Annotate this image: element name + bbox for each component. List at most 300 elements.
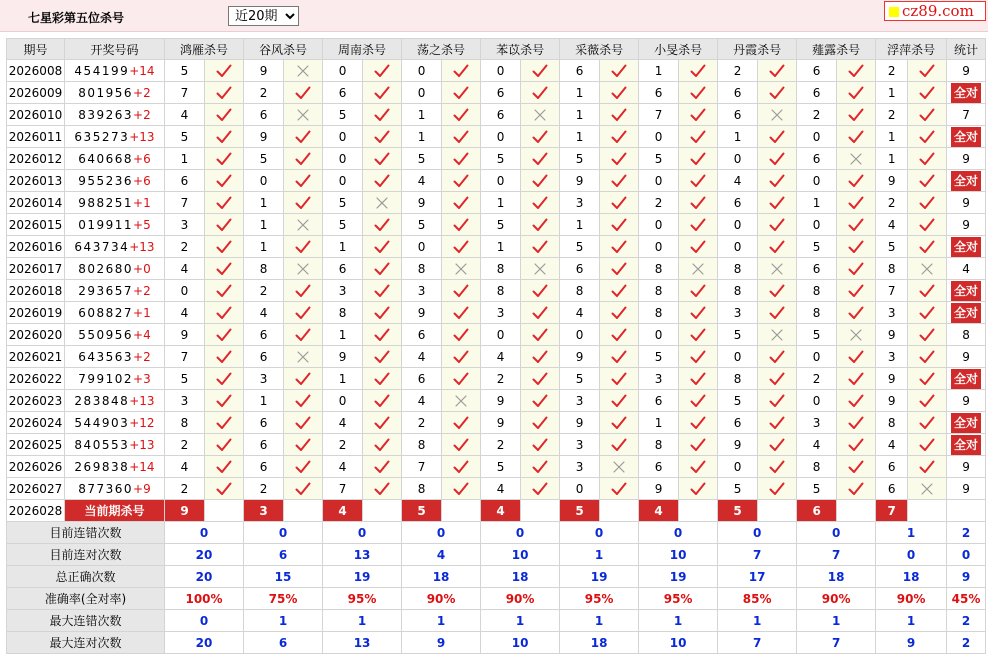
check-icon: [837, 64, 875, 78]
result-mark-cell: [679, 258, 718, 280]
result-mark-cell: [758, 346, 797, 368]
check-icon: [205, 372, 243, 386]
result-mark-cell: [363, 412, 402, 434]
result-mark-cell: [521, 82, 560, 104]
check-icon: [363, 86, 401, 100]
kill-value-cell: 6: [323, 82, 363, 104]
result-mark-cell: [758, 148, 797, 170]
result-mark-cell: [363, 170, 402, 192]
check-icon: [837, 240, 875, 254]
result-mark-cell: [679, 60, 718, 82]
stats-value: 10: [481, 544, 560, 566]
kill-value-cell: 9: [876, 170, 908, 192]
result-mark-cell: [521, 192, 560, 214]
kill-value-cell: 5: [165, 60, 205, 82]
check-icon: [284, 328, 322, 342]
stats-value: 90%: [797, 588, 876, 610]
result-mark-cell: [205, 478, 244, 500]
kill-value-cell: 5: [402, 148, 442, 170]
kill-value-cell: 4: [876, 434, 908, 456]
check-icon: [837, 460, 875, 474]
result-mark-cell: [758, 60, 797, 82]
result-mark-cell: [521, 302, 560, 324]
all-correct-badge: 全对: [951, 435, 981, 455]
table-row: [7, 82, 986, 104]
result-mark-cell: [205, 258, 244, 280]
kill-value-cell: 6: [244, 346, 284, 368]
check-icon: [284, 196, 322, 210]
winning-number-cell: [65, 170, 165, 192]
check-icon: [363, 240, 401, 254]
kill-value-cell: 3: [560, 192, 600, 214]
empty-cell: [679, 500, 718, 522]
period-cell: 2026008: [7, 60, 65, 82]
check-icon: [908, 64, 946, 78]
winning-number-cell: [65, 236, 165, 258]
winning-digits: 877360: [78, 481, 134, 496]
period-select[interactable]: [228, 6, 299, 26]
kill-value-cell: 8: [323, 302, 363, 324]
check-icon: [908, 108, 946, 122]
kill-value-cell: 6: [639, 456, 679, 478]
winning-digits: 019911: [78, 217, 134, 232]
result-mark-cell: [442, 148, 481, 170]
check-icon: [679, 394, 717, 408]
kill-value-cell: 5: [797, 236, 837, 258]
check-icon: [679, 372, 717, 386]
kill-value-cell: 3: [718, 302, 758, 324]
check-icon: [363, 284, 401, 298]
result-mark-cell: [521, 456, 560, 478]
bonus-number: +14: [129, 63, 155, 78]
check-icon: [600, 196, 638, 210]
winning-digits: 640668: [78, 151, 134, 166]
result-mark-cell: [758, 104, 797, 126]
kill-value-cell: 0: [323, 390, 363, 412]
check-icon: [600, 108, 638, 122]
stats-value: 0: [323, 522, 402, 544]
result-mark-cell: [284, 434, 323, 456]
result-mark-cell: [758, 456, 797, 478]
check-icon: [363, 438, 401, 452]
result-mark-cell: [908, 368, 947, 390]
kill-value-cell: 7: [323, 478, 363, 500]
kill-value-cell: 8: [639, 258, 679, 280]
check-icon: [363, 130, 401, 144]
result-mark-cell: [837, 170, 876, 192]
kill-value-cell: 0: [481, 170, 521, 192]
stats-value: 75%: [244, 588, 323, 610]
result-mark-cell: [600, 302, 639, 324]
check-icon: [442, 306, 480, 320]
kill-value-cell: 6: [244, 412, 284, 434]
period-cell: 2026019: [7, 302, 65, 324]
stats-value: 7: [797, 632, 876, 654]
result-mark-cell: [284, 346, 323, 368]
kill-value-cell: 8: [165, 412, 205, 434]
winning-number-cell: [65, 214, 165, 236]
cross-icon: [521, 263, 559, 275]
stats-value: 1: [402, 610, 481, 632]
result-mark-cell: [837, 214, 876, 236]
result-mark-cell: [837, 60, 876, 82]
result-mark-cell: [521, 104, 560, 126]
check-icon: [205, 174, 243, 188]
check-icon: [758, 240, 796, 254]
check-icon: [284, 86, 322, 100]
kill-value-cell: 1: [639, 412, 679, 434]
kill-value-cell: 6: [876, 456, 908, 478]
kill-value-cell: 8: [718, 368, 758, 390]
result-mark-cell: [600, 478, 639, 500]
cross-icon: [600, 461, 638, 473]
stats-value: 18: [876, 566, 947, 588]
stats-row: [7, 632, 986, 654]
result-mark-cell: [837, 456, 876, 478]
check-icon: [363, 372, 401, 386]
check-icon: [205, 262, 243, 276]
kill-value-cell: 0: [639, 126, 679, 148]
check-icon: [758, 174, 796, 188]
check-icon: [758, 64, 796, 78]
kill-value-cell: 2: [639, 192, 679, 214]
kill-value-cell: 6: [402, 324, 442, 346]
kill-value-cell: 7: [876, 280, 908, 302]
result-mark-cell: [758, 412, 797, 434]
check-icon: [837, 482, 875, 496]
stats-label: 准确率(全对率): [7, 588, 165, 610]
kill-value-cell: 9: [718, 434, 758, 456]
table-row: [7, 104, 986, 126]
result-mark-cell: [363, 192, 402, 214]
kill-value-cell: 9: [639, 478, 679, 500]
bonus-number: +6: [133, 151, 151, 166]
stats-value: 1: [718, 610, 797, 632]
kill-value-cell: 0: [481, 126, 521, 148]
result-mark-cell: [363, 258, 402, 280]
check-icon: [908, 438, 946, 452]
winning-digits: 550956: [78, 327, 134, 342]
result-mark-cell: [837, 412, 876, 434]
stats-value: 4: [402, 544, 481, 566]
check-icon: [600, 438, 638, 452]
winning-number-cell: [65, 368, 165, 390]
stats-value: 2: [947, 522, 986, 544]
bonus-number: +9: [133, 481, 151, 496]
check-icon: [363, 328, 401, 342]
check-icon: [363, 394, 401, 408]
result-mark-cell: [908, 390, 947, 412]
stats-row: [7, 566, 986, 588]
kill-value-cell: 0: [402, 82, 442, 104]
check-icon: [363, 460, 401, 474]
check-icon: [205, 86, 243, 100]
check-icon: [521, 460, 559, 474]
check-icon: [908, 174, 946, 188]
header-9: 丹霞杀号: [718, 39, 797, 60]
check-icon: [679, 438, 717, 452]
result-mark-cell: [205, 456, 244, 478]
result-mark-cell: [284, 104, 323, 126]
kill-value-cell: 1: [639, 60, 679, 82]
result-mark-cell: [442, 60, 481, 82]
stats-value: 0: [797, 522, 876, 544]
kill-value-cell: 0: [323, 126, 363, 148]
result-mark-cell: [679, 192, 718, 214]
check-icon: [758, 460, 796, 474]
stats-value: 18: [402, 566, 481, 588]
check-icon: [908, 218, 946, 232]
period-cell: 2026016: [7, 236, 65, 258]
stats-value: 1: [244, 610, 323, 632]
result-mark-cell: [442, 412, 481, 434]
cross-icon: [758, 109, 796, 121]
current-kill-number: 4: [323, 500, 363, 522]
current-kill-number: 6: [797, 500, 837, 522]
check-icon: [363, 108, 401, 122]
result-mark-cell: [600, 412, 639, 434]
kill-value-cell: 2: [165, 236, 205, 258]
check-icon: [758, 350, 796, 364]
result-mark-cell: [442, 192, 481, 214]
result-mark-cell: [284, 302, 323, 324]
winning-number-cell: [65, 258, 165, 280]
cross-icon: [284, 65, 322, 77]
kill-value-cell: 9: [481, 390, 521, 412]
kill-value-cell: 6: [560, 60, 600, 82]
result-mark-cell: [908, 82, 947, 104]
check-icon: [442, 438, 480, 452]
current-period-cell: 2026028: [7, 500, 65, 522]
check-icon: [442, 460, 480, 474]
check-icon: [442, 416, 480, 430]
empty-cell: [908, 500, 947, 522]
kill-value-cell: 4: [718, 170, 758, 192]
result-mark-cell: [205, 60, 244, 82]
check-icon: [908, 152, 946, 166]
result-mark-cell: [442, 236, 481, 258]
stats-value: 18: [560, 632, 639, 654]
result-mark-cell: [205, 280, 244, 302]
all-correct-badge: 全对: [951, 413, 981, 433]
result-mark-cell: [284, 412, 323, 434]
kill-value-cell: 0: [639, 324, 679, 346]
stats-value: 13: [323, 632, 402, 654]
check-icon: [837, 372, 875, 386]
check-icon: [837, 284, 875, 298]
stats-value: 10: [481, 632, 560, 654]
result-mark-cell: [442, 170, 481, 192]
result-mark-cell: [600, 346, 639, 368]
period-cell: 2026014: [7, 192, 65, 214]
kill-value-cell: 5: [639, 346, 679, 368]
check-icon: [442, 152, 480, 166]
logo-text: cz89.com: [902, 2, 974, 20]
result-mark-cell: [363, 280, 402, 302]
period-cell: 2026017: [7, 258, 65, 280]
kill-value-cell: 2: [244, 82, 284, 104]
site-logo[interactable]: [884, 1, 986, 21]
result-mark-cell: [205, 192, 244, 214]
check-icon: [758, 218, 796, 232]
header-1: 开奖号码: [65, 39, 165, 60]
winning-digits: 840553: [74, 437, 130, 452]
result-mark-cell: [442, 82, 481, 104]
period-cell: 2026010: [7, 104, 65, 126]
result-mark-cell: [363, 214, 402, 236]
stats-value: 1: [323, 610, 402, 632]
check-icon: [442, 372, 480, 386]
result-mark-cell: [600, 258, 639, 280]
result-mark-cell: [284, 82, 323, 104]
bonus-number: +13: [129, 393, 155, 408]
kill-value-cell: 9: [560, 346, 600, 368]
check-icon: [284, 152, 322, 166]
cross-icon: [679, 263, 717, 275]
result-mark-cell: [758, 192, 797, 214]
kill-value-cell: 3: [876, 302, 908, 324]
result-mark-cell: [600, 368, 639, 390]
bonus-number: +14: [129, 459, 155, 474]
result-mark-cell: [908, 214, 947, 236]
period-cell: 2026015: [7, 214, 65, 236]
result-mark-cell: [363, 148, 402, 170]
kill-value-cell: 0: [639, 170, 679, 192]
check-icon: [442, 64, 480, 78]
kill-value-cell: 0: [797, 390, 837, 412]
page-title: 七星彩第五位杀号: [28, 11, 125, 25]
kill-value-cell: 6: [876, 478, 908, 500]
kill-value-cell: 1: [244, 192, 284, 214]
bonus-number: +2: [133, 85, 151, 100]
kill-value-cell: 1: [402, 104, 442, 126]
period-cell: 2026023: [7, 390, 65, 412]
check-icon: [521, 482, 559, 496]
winning-number-cell: [65, 104, 165, 126]
result-mark-cell: [679, 346, 718, 368]
period-cell: 2026021: [7, 346, 65, 368]
stats-label: 目前连错次数: [7, 522, 165, 544]
header-8: 小旻杀号: [639, 39, 718, 60]
result-mark-cell: [600, 324, 639, 346]
stats-value: 7: [718, 632, 797, 654]
stat-cell: [947, 302, 986, 324]
header-11: 浮萍杀号: [876, 39, 947, 60]
result-mark-cell: [837, 346, 876, 368]
result-mark-cell: [908, 236, 947, 258]
period-cell: 2026025: [7, 434, 65, 456]
winning-number-cell: [65, 434, 165, 456]
result-mark-cell: [205, 126, 244, 148]
header-6: 苯苡杀号: [481, 39, 560, 60]
check-icon: [284, 372, 322, 386]
check-icon: [284, 482, 322, 496]
check-icon: [521, 218, 559, 232]
result-mark-cell: [837, 478, 876, 500]
result-mark-cell: [205, 104, 244, 126]
winning-number-cell: [65, 192, 165, 214]
result-mark-cell: [837, 126, 876, 148]
result-mark-cell: [442, 434, 481, 456]
stats-value: 0: [560, 522, 639, 544]
winning-number-cell: [65, 324, 165, 346]
result-mark-cell: [521, 280, 560, 302]
result-mark-cell: [600, 456, 639, 478]
check-icon: [521, 306, 559, 320]
result-mark-cell: [442, 390, 481, 412]
check-icon: [442, 284, 480, 298]
header-12: 统计: [947, 39, 986, 60]
winning-number-cell: [65, 390, 165, 412]
winning-number-cell: [65, 412, 165, 434]
stats-value: 10: [639, 544, 718, 566]
stats-value: 0: [947, 544, 986, 566]
all-correct-badge: 全对: [951, 369, 981, 389]
result-mark-cell: [758, 214, 797, 236]
check-icon: [521, 394, 559, 408]
period-cell: 2026022: [7, 368, 65, 390]
result-mark-cell: [521, 126, 560, 148]
winning-digits: 643563: [78, 349, 134, 364]
result-mark-cell: [758, 82, 797, 104]
stats-value: 1: [560, 610, 639, 632]
check-icon: [600, 64, 638, 78]
result-mark-cell: [521, 346, 560, 368]
stats-value: 1: [876, 522, 947, 544]
kill-value-cell: 6: [797, 82, 837, 104]
kill-value-cell: 3: [481, 302, 521, 324]
result-mark-cell: [600, 280, 639, 302]
check-icon: [205, 64, 243, 78]
current-kill-number: 3: [244, 500, 284, 522]
result-mark-cell: [908, 280, 947, 302]
check-icon: [205, 108, 243, 122]
check-icon: [679, 306, 717, 320]
table-row: [7, 236, 986, 258]
kill-value-cell: 0: [481, 60, 521, 82]
result-mark-cell: [679, 170, 718, 192]
period-cell: 2026026: [7, 456, 65, 478]
kill-value-cell: 5: [876, 236, 908, 258]
check-icon: [205, 438, 243, 452]
result-mark-cell: [363, 126, 402, 148]
check-icon: [442, 350, 480, 364]
kill-value-cell: 2: [718, 60, 758, 82]
result-mark-cell: [758, 280, 797, 302]
result-mark-cell: [758, 126, 797, 148]
check-icon: [837, 108, 875, 122]
kill-value-cell: 1: [876, 148, 908, 170]
kill-value-cell: 8: [718, 280, 758, 302]
check-icon: [363, 174, 401, 188]
kill-value-cell: 2: [165, 434, 205, 456]
winning-number-cell: [65, 148, 165, 170]
result-mark-cell: [284, 280, 323, 302]
kill-value-cell: 6: [165, 170, 205, 192]
check-icon: [600, 394, 638, 408]
check-icon: [442, 130, 480, 144]
kill-value-cell: 5: [718, 390, 758, 412]
result-mark-cell: [205, 170, 244, 192]
stat-cell: [947, 280, 986, 302]
kill-value-cell: 2: [402, 412, 442, 434]
current-kill-number: 5: [718, 500, 758, 522]
check-icon: [908, 196, 946, 210]
check-icon: [521, 350, 559, 364]
result-mark-cell: [837, 324, 876, 346]
kill-value-cell: 1: [244, 390, 284, 412]
kill-value-cell: 0: [797, 214, 837, 236]
